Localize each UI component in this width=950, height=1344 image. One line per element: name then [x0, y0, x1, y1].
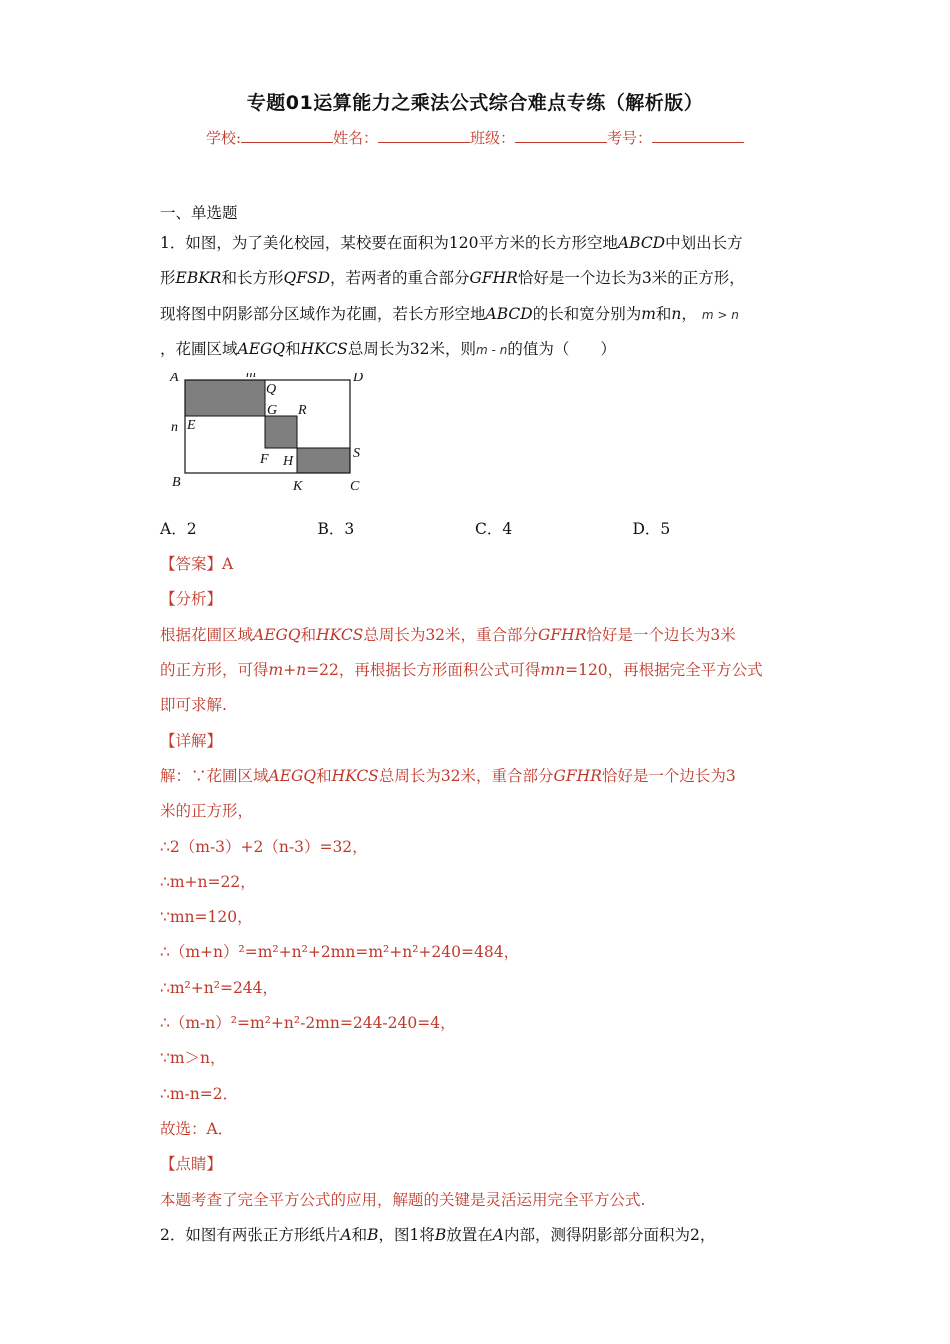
solution-step-6: ∴（m-n）²=m²+n²-2mn=244-240=4， [160, 1014, 456, 1033]
analysis-text: 总周长为32米，重合部分 [363, 625, 539, 644]
solution-step-4: ∴（m+n）²=m²+n²+2mn=m²+n²+240=484， [160, 943, 520, 962]
class-label: 班级： [470, 129, 516, 147]
detail-text: 解：∵花圃区域 [160, 766, 269, 785]
option-a[interactable]: A．2 [160, 520, 197, 539]
analysis-text: =22，再根据长方形面积公式可得 [306, 661, 541, 680]
analysis-var: AEGQ [253, 625, 301, 644]
label-h: H [283, 454, 294, 470]
answer-tag: 【答案】A [160, 555, 234, 574]
q1-var: ABCD [617, 234, 666, 252]
name-blank[interactable] [378, 128, 470, 143]
school-blank[interactable] [241, 128, 333, 143]
q1-text: 现将图中阴影部分区域作为花圃，若长方形空地 [160, 304, 486, 323]
detail-var: AEGQ [268, 766, 317, 785]
q1-text: 中划出长方 [665, 234, 743, 252]
option-b[interactable]: B．3 [317, 520, 355, 539]
class-blank[interactable] [515, 128, 607, 143]
detail-line-2: 米的正方形， [160, 802, 254, 821]
q1-line-3 [160, 297, 790, 332]
section-heading: 一、单选题 [160, 204, 238, 222]
detail-text: 和 [316, 766, 332, 785]
q2-line-1 [160, 1218, 790, 1253]
page-title: 专题01运算能力之乘法公式综合难点专练（解析版） [246, 92, 704, 114]
solution-step-9: 故选：A． [160, 1119, 234, 1138]
detail-line-1 [160, 759, 790, 794]
q1-text: 1．如图，为了美化校园，某校要在面积为120平方米的长方形空地 [160, 234, 618, 252]
q1-var: HKCS [300, 339, 348, 358]
analysis-text: =120，再根据完全平方公式 [565, 661, 763, 680]
q2-text: 和 [351, 1225, 368, 1244]
exam-no-blank[interactable] [652, 128, 744, 143]
q2-var: B [367, 1225, 379, 1244]
shaded-region-aegq [185, 380, 265, 416]
analysis-line-3: 即可求解. [160, 696, 227, 715]
q1-var: QFSD [283, 269, 331, 288]
q1-text: 的值为（ ） [507, 339, 616, 358]
solution-step-3: ∵mn=120， [160, 908, 253, 927]
analysis-var: GFHR [538, 625, 587, 644]
label-e: E [187, 418, 196, 434]
q1-expression: m - n [476, 342, 508, 357]
label-b: B [172, 475, 181, 491]
solution-step-8: ∴m-n=2． [160, 1084, 239, 1103]
q1-text: 和 [285, 339, 301, 358]
q2-text: ，图1将 [378, 1225, 435, 1244]
label-a: A [170, 373, 179, 386]
analysis-var: mn [540, 661, 566, 680]
q1-line-2 [160, 261, 790, 296]
comment-tag: 【点睛】 [160, 1155, 223, 1174]
analysis-var: HKCS [316, 625, 364, 644]
detail-text: 恰好是一个边长为3 [601, 766, 736, 785]
analysis-text: 恰好是一个边长为3米 [586, 625, 736, 644]
label-d: D [353, 373, 364, 386]
q1-var: n [671, 304, 682, 323]
analysis-text: 的正方形，可得 [160, 661, 269, 680]
comment-text: 本题考查了完全平方公式的应用，解题的关键是灵活运用完全平方公式. [160, 1190, 646, 1209]
shaded-region-gfhr [265, 416, 297, 448]
q2-var: A [492, 1225, 504, 1244]
q1-text: 和长方形 [221, 269, 284, 288]
detail-tag: 【详解】 [160, 731, 223, 750]
q1-line-4 [160, 332, 790, 367]
option-c[interactable]: C．4 [475, 520, 513, 539]
q1-var: ABCD [485, 304, 533, 323]
label-k: K [293, 479, 303, 495]
option-d[interactable]: D．5 [632, 520, 671, 539]
student-info-fields [0, 127, 950, 148]
solution-step-1: ∴2（m-3）+2（n-3）=32， [160, 837, 368, 856]
q1-text: 的长和宽分别为 [532, 304, 642, 323]
q1-var: EBKR [175, 269, 222, 288]
content-body [160, 200, 790, 1253]
q1-text: 和 [655, 304, 672, 323]
label-g: G [267, 403, 278, 419]
label-m: m [246, 373, 257, 382]
shaded-region-hkcs [297, 448, 350, 473]
label-c: C [350, 479, 360, 495]
analysis-line-1 [160, 618, 790, 653]
name-label: 姓名： [333, 129, 379, 147]
rectangle-diagram [160, 373, 380, 505]
q1-options [160, 511, 790, 547]
q2-text: 放置在 [446, 1225, 493, 1244]
detail-text: 总周长为32米，重合部分 [378, 766, 554, 785]
detail-var: GFHR [553, 766, 602, 785]
q1-var: GFHR [469, 269, 518, 288]
q1-text: 形 [160, 269, 176, 288]
analysis-text: 根据花圃区域 [160, 625, 254, 644]
q1-text: ，若两者的重合部分 [330, 269, 470, 288]
q1-var: AEGQ [237, 339, 286, 358]
q1-var: m [641, 304, 656, 323]
analysis-tag: 【分析】 [160, 590, 223, 609]
label-q: Q [266, 382, 277, 398]
label-n: n [171, 420, 178, 436]
school-label: 学校: [205, 129, 241, 147]
label-r: R [298, 403, 307, 419]
q2-var: B [434, 1225, 447, 1244]
q1-text: ， [681, 304, 697, 323]
analysis-text: 和 [300, 625, 317, 644]
q2-text: 2．如图有两张正方形纸片 [160, 1225, 341, 1244]
q1-figure [160, 373, 790, 505]
analysis-var: m+n [268, 661, 307, 680]
solution-step-7: ∵m＞n， [160, 1049, 226, 1068]
q1-text: 总周长为32米，则 [347, 339, 477, 358]
q1-text: 恰好是一个边长为3米的正方形， [517, 269, 745, 288]
exam-no-label: 考号： [607, 129, 653, 147]
q1-inequality: m > n [701, 307, 739, 322]
q1-text: ，花圃区域 [160, 339, 238, 358]
q1-line-1 [160, 226, 790, 261]
q2-text: 内部，测得阴影部分面积为2， [503, 1225, 716, 1244]
detail-var: HKCS [331, 766, 379, 785]
solution-step-2: ∴m+n=22， [160, 872, 256, 891]
analysis-line-2 [160, 653, 790, 688]
label-s: S [353, 446, 360, 462]
q2-var: A [340, 1225, 352, 1244]
label-f: F [260, 452, 269, 468]
solution-step-5: ∴m²+n²=244， [160, 978, 279, 997]
